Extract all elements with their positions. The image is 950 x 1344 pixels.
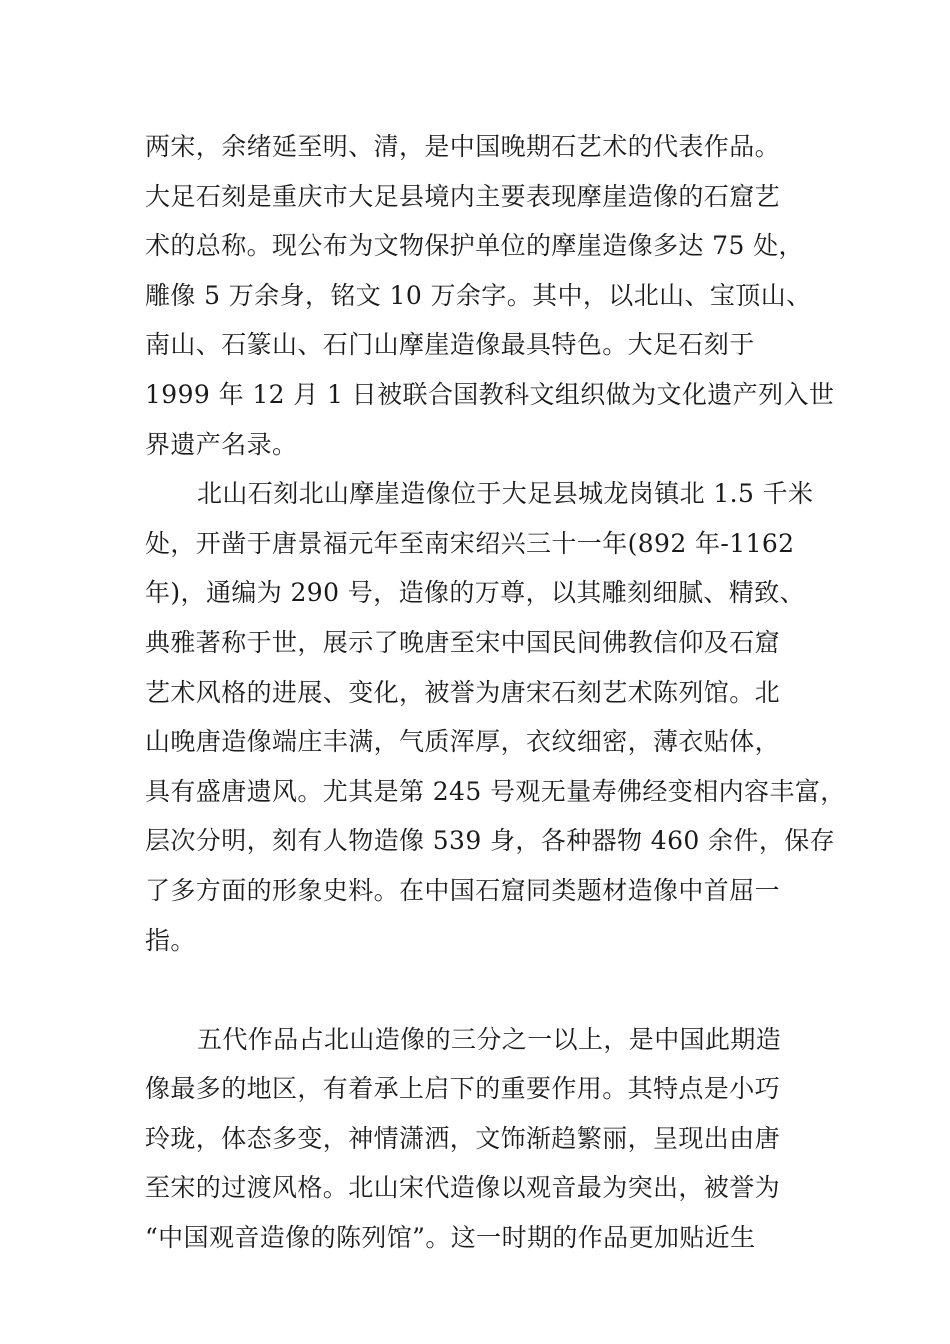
paragraph-1 [145,128,835,475]
text-line: 雕像 5 万余身，铭文 10 万余字。其中，以北山、宝顶山、 [145,280,812,310]
text-line: 山晚唐造像端庄丰满，气质浑厚，衣纹细密，薄衣贴体， [145,727,781,757]
text-line [145,971,815,1021]
text-line: 了多方面的形象史料。在中国石窟同类题材造像中首屈一 [145,875,781,905]
text-line: 典雅著称于世，展示了晚唐至宋中国民间佛教信仰及石窟 [145,627,781,657]
text-line: 五代作品占北山造像的三分之一以上，是中国此期造 [197,1024,782,1054]
text-line: 南山、石篆山、石门山摩崖造像最具特色。大足石刻于 [145,330,755,360]
text-line: 艺术风格的进展、变化，被誉为唐宋石刻艺术陈列馆。北 [145,677,781,707]
paragraph-3 [145,1021,815,1269]
text-line: 年)，通编为 290 号，造像的万尊，以其雕刻细腻、精致、 [145,578,805,608]
text-line: 界遗产名录。 [145,429,298,459]
text-line: 具有盛唐遗风。尤其是第 245 号观无量寿佛经变相内容丰富， [145,776,846,806]
text-line: 术的总称。现公布为文物保护单位的摩崖造像多达 75 处， [145,231,804,261]
text-line: 至宋的过渡风格。北山宋代造像以观音最为突出，被誉为 [145,1173,781,1203]
text-line: 两宋，余绪延至明、清，是中国晚期石艺术的代表作品。 [145,132,781,161]
text-line: 玲珑，体态多变，神情潇洒，文饰渐趋繁丽，呈现出由唐 [145,1123,781,1153]
text-line: 1999 年 12 月 1 日被联合国教科文组织做为文化遗产列入世 [145,379,835,409]
text-line: 层次分明，刻有人物造像 539 身，各种器物 460 余件，保存 [145,826,836,856]
text-line: 像最多的地区，有着承上启下的重要作用。其特点是小巧 [145,1074,781,1104]
text-line: 北山石刻北山摩崖造像位于大足县城龙岗镇北 1.5 千米 [197,479,814,509]
text-line: “中国观音造像的陈列馆”。这一时期的作品更加贴近生 [145,1223,756,1253]
paragraph-2 [145,475,846,1021]
text-line: 指。 [145,925,196,955]
text-line: 大足石刻是重庆市大足县境内主要表现摩崖造像的石窟艺 [145,181,781,211]
document-body [145,128,846,1269]
text-line: 处，开凿于唐景福元年至南宋绍兴三十一年(892 年-1162 [145,528,795,558]
